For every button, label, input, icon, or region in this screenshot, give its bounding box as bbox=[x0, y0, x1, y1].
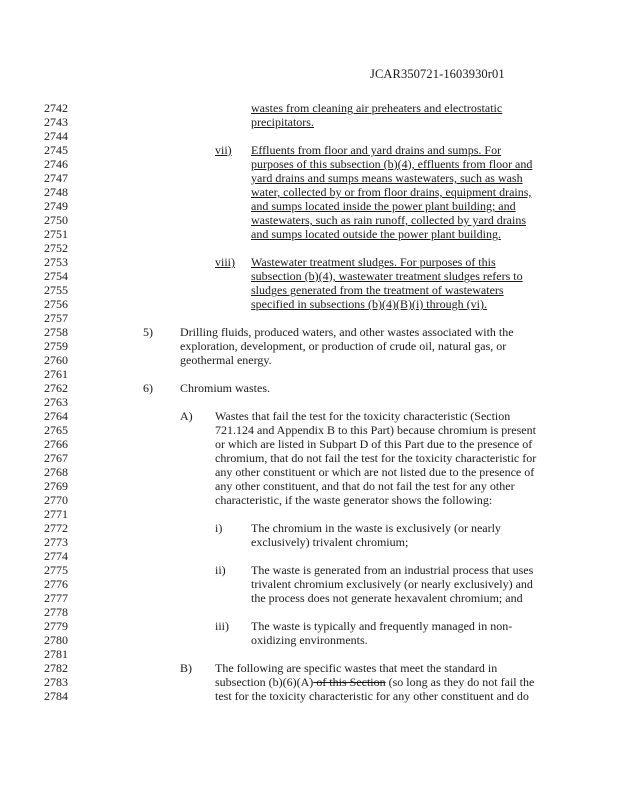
line-number: 2748 bbox=[44, 185, 68, 199]
line-number: 2757 bbox=[44, 311, 68, 325]
line-number: 2761 bbox=[44, 367, 68, 381]
text-line: The waste is generated from an industrial process that uses bbox=[251, 563, 534, 577]
line-number: 2747 bbox=[44, 171, 68, 185]
text-line: chromium, that do not fail the test for the toxicity characteristic for bbox=[215, 451, 537, 465]
item-marker: vii) bbox=[215, 143, 232, 157]
text-line: Wastes that fail the test for the toxicity characteristic (Section bbox=[215, 409, 511, 423]
item-marker: iii) bbox=[215, 619, 229, 633]
text-line: purposes of this subsection (b)(4), effluents from floor and bbox=[251, 157, 533, 171]
text-line: and sumps located outside the power plant building. bbox=[251, 227, 501, 241]
line-number: 2778 bbox=[44, 605, 68, 619]
text-line: any other constituent or which are not listed due to the presence of bbox=[215, 465, 535, 479]
text-line: Chromium wastes. bbox=[180, 381, 270, 395]
item-marker: A) bbox=[180, 409, 193, 423]
line-number: 2768 bbox=[44, 465, 68, 479]
text-line: or which are listed in Subpart D of this Part due to the presence of bbox=[215, 437, 533, 451]
line-number: 2744 bbox=[44, 129, 68, 143]
text-segment: (so long as they do not fail the bbox=[385, 675, 535, 689]
text-line: subsection (b)(4), wastewater treatment sludges refers to bbox=[251, 269, 523, 283]
line-number: 2745 bbox=[44, 143, 68, 157]
line-number: 2775 bbox=[44, 563, 68, 577]
struck-text: of this Section bbox=[313, 675, 386, 689]
item-marker: 6) bbox=[143, 381, 153, 395]
line-number: 2777 bbox=[44, 591, 68, 605]
line-number: 2763 bbox=[44, 395, 68, 409]
line-number: 2758 bbox=[44, 325, 68, 339]
line-number: 2764 bbox=[44, 409, 68, 423]
line-number: 2754 bbox=[44, 269, 68, 283]
line-number: 2743 bbox=[44, 115, 68, 129]
line-number: 2759 bbox=[44, 339, 68, 353]
item-marker: 5) bbox=[143, 325, 153, 339]
line-number: 2756 bbox=[44, 297, 68, 311]
line-number: 2742 bbox=[44, 101, 68, 115]
line-number: 2784 bbox=[44, 689, 68, 703]
item-marker: B) bbox=[180, 661, 192, 675]
line-number: 2769 bbox=[44, 479, 68, 493]
line-number: 2760 bbox=[44, 353, 68, 367]
text-line: wastewaters, such as rain runoff, collected by yard drains bbox=[251, 213, 527, 227]
text-line: exploration, development, or production of crude oil, natural gas, or bbox=[180, 339, 507, 353]
text-line: exclusively) trivalent chromium; bbox=[251, 535, 409, 549]
item-marker: ii) bbox=[215, 563, 226, 577]
line-number: 2770 bbox=[44, 493, 68, 507]
text-line: The following are specific wastes that meet the standard in bbox=[215, 661, 498, 675]
text-line: 721.124 and Appendix B to this Part) because chromium is present bbox=[215, 423, 536, 437]
line-number: 2776 bbox=[44, 577, 68, 591]
line-number: 2782 bbox=[44, 661, 68, 675]
line-number: 2779 bbox=[44, 619, 68, 633]
text-line: wastes from cleaning air preheaters and electrostatic bbox=[251, 101, 503, 115]
item-marker: i) bbox=[215, 521, 223, 535]
line-number: 2750 bbox=[44, 213, 68, 227]
text-line: characteristic, if the waste generator shows the following: bbox=[215, 493, 493, 507]
line-number: 2766 bbox=[44, 437, 68, 451]
text-line: the process does not generate hexavalent chromium; and bbox=[251, 591, 523, 605]
text-line: oxidizing environments. bbox=[251, 633, 368, 647]
line-number: 2767 bbox=[44, 451, 68, 465]
text-line: trivalent chromium exclusively (or nearly exclusively) and bbox=[251, 577, 533, 591]
line-number: 2751 bbox=[44, 227, 68, 241]
line-number: 2774 bbox=[44, 549, 68, 563]
line-number: 2755 bbox=[44, 283, 68, 297]
line-number: 2783 bbox=[44, 675, 68, 689]
line-number: 2753 bbox=[44, 255, 68, 269]
line-number: 2773 bbox=[44, 535, 68, 549]
text-line: sludges generated from the treatment of wastewaters bbox=[251, 283, 504, 297]
line-number: 2780 bbox=[44, 633, 68, 647]
line-number: 2781 bbox=[44, 647, 68, 661]
text-line-with-strikethrough bbox=[215, 675, 534, 689]
line-number: 2762 bbox=[44, 381, 68, 395]
text-line: Wastewater treatment sludges. For purposes of this bbox=[251, 255, 496, 269]
text-line: geothermal energy. bbox=[180, 353, 272, 367]
text-line: water, collected by or from floor drains, equipment drains, bbox=[251, 185, 532, 199]
item-marker: viii) bbox=[215, 255, 235, 269]
document-id: JCAR350721-1603930r01 bbox=[370, 67, 505, 81]
line-number: 2765 bbox=[44, 423, 68, 437]
text-line: and sumps located inside the power plant building; and bbox=[251, 199, 516, 213]
line-number: 2772 bbox=[44, 521, 68, 535]
text-line: precipitators. bbox=[251, 115, 314, 129]
text-segment: subsection (b)(6)(A) bbox=[215, 675, 314, 689]
text-line: Drilling fluids, produced waters, and other wastes associated with the bbox=[180, 325, 514, 339]
line-number: 2746 bbox=[44, 157, 68, 171]
line-number: 2771 bbox=[44, 507, 68, 521]
text-line: specified in subsections (b)(4)(B)(i) through (vi). bbox=[251, 297, 487, 311]
text-line: Effluents from floor and yard drains and sumps. For bbox=[251, 143, 502, 157]
line-number: 2752 bbox=[44, 241, 68, 255]
text-line: The chromium in the waste is exclusively (or nearly bbox=[251, 521, 501, 535]
line-number: 2749 bbox=[44, 199, 68, 213]
text-line: yard drains and sumps means wastewaters, such as wash bbox=[251, 171, 523, 185]
text-line: The waste is typically and frequently managed in non- bbox=[251, 619, 513, 633]
text-line: any other constituent, and that do not fail the test for any other bbox=[215, 479, 515, 493]
text-line: test for the toxicity characteristic for any other constituent and do bbox=[215, 689, 529, 703]
